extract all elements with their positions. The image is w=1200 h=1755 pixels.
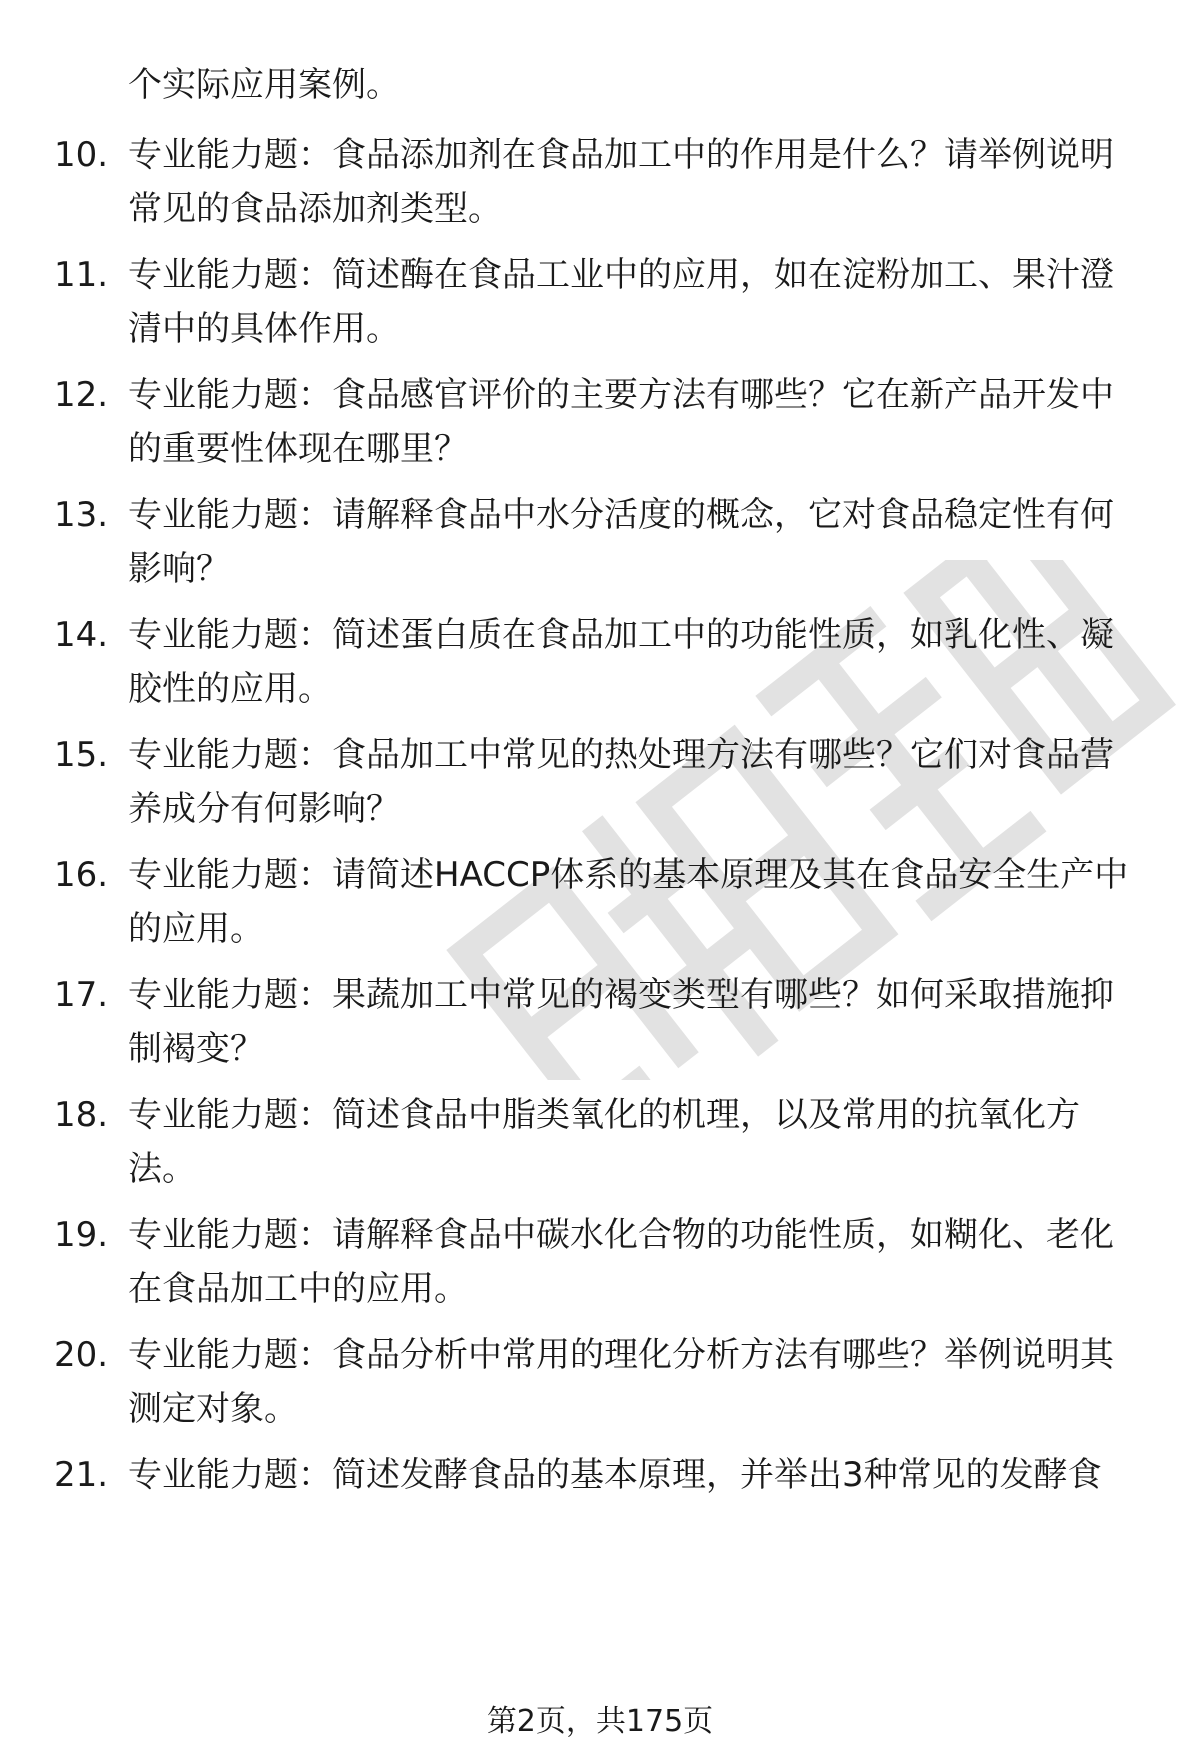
question-number: 19. [54, 1215, 109, 1255]
question-text: 专业能力题：简述酶在食品工业中的应用，如在淀粉加工、果汁澄清中的具体作用。 [128, 255, 1114, 349]
question-number: 15. [54, 735, 109, 775]
question-number: 20. [54, 1335, 109, 1375]
question-text: 专业能力题：简述蛋白质在食品加工中的功能性质，如乳化性、凝胶性的应用。 [128, 615, 1114, 709]
question-text: 专业能力题：食品感官评价的主要方法有哪些？它在新产品开发中的重要性体现在哪里？ [128, 375, 1114, 469]
question-text: 专业能力题：请解释食品中碳水化合物的功能性质，如糊化、老化在食品加工中的应用。 [128, 1215, 1114, 1309]
question-number: 16. [54, 855, 109, 895]
question-text: 专业能力题：简述食品中脂类氧化的机理，以及常用的抗氧化方法。 [128, 1095, 1080, 1189]
question-text: 专业能力题：请简述HACCP体系的基本原理及其在食品安全生产中的应用。 [128, 855, 1129, 949]
question-number: 13. [54, 495, 109, 535]
question-number: 10. [54, 135, 109, 175]
question-number: 17. [54, 975, 109, 1015]
question-text: 专业能力题：简述发酵食品的基本原理，并举出3种常见的发酵食 [128, 1455, 1102, 1495]
question-number: 14. [54, 615, 109, 655]
question-number: 12. [54, 375, 109, 415]
question-text: 专业能力题：食品分析中常用的理化分析方法有哪些？举例说明其测定对象。 [128, 1335, 1114, 1429]
question-text: 专业能力题：食品添加剂在食品加工中的作用是什么？请举例说明常见的食品添加剂类型。 [128, 135, 1114, 229]
question-text: 专业能力题：果蔬加工中常见的褐变类型有哪些？如何采取措施抑制褐变？ [128, 975, 1114, 1069]
question-number: 11. [54, 255, 109, 295]
continued-text: 个实际应用案例。 [128, 65, 400, 105]
question-text: 专业能力题：请解释食品中水分活度的概念，它对食品稳定性有何影响？ [128, 495, 1114, 589]
page-footer: 第2页，共175页 [486, 1704, 714, 1739]
question-number: 18. [54, 1095, 109, 1135]
question-number: 21. [54, 1455, 109, 1495]
question-text: 专业能力题：食品加工中常见的热处理方法有哪些？它们对食品营养成分有何影响？ [128, 735, 1114, 829]
